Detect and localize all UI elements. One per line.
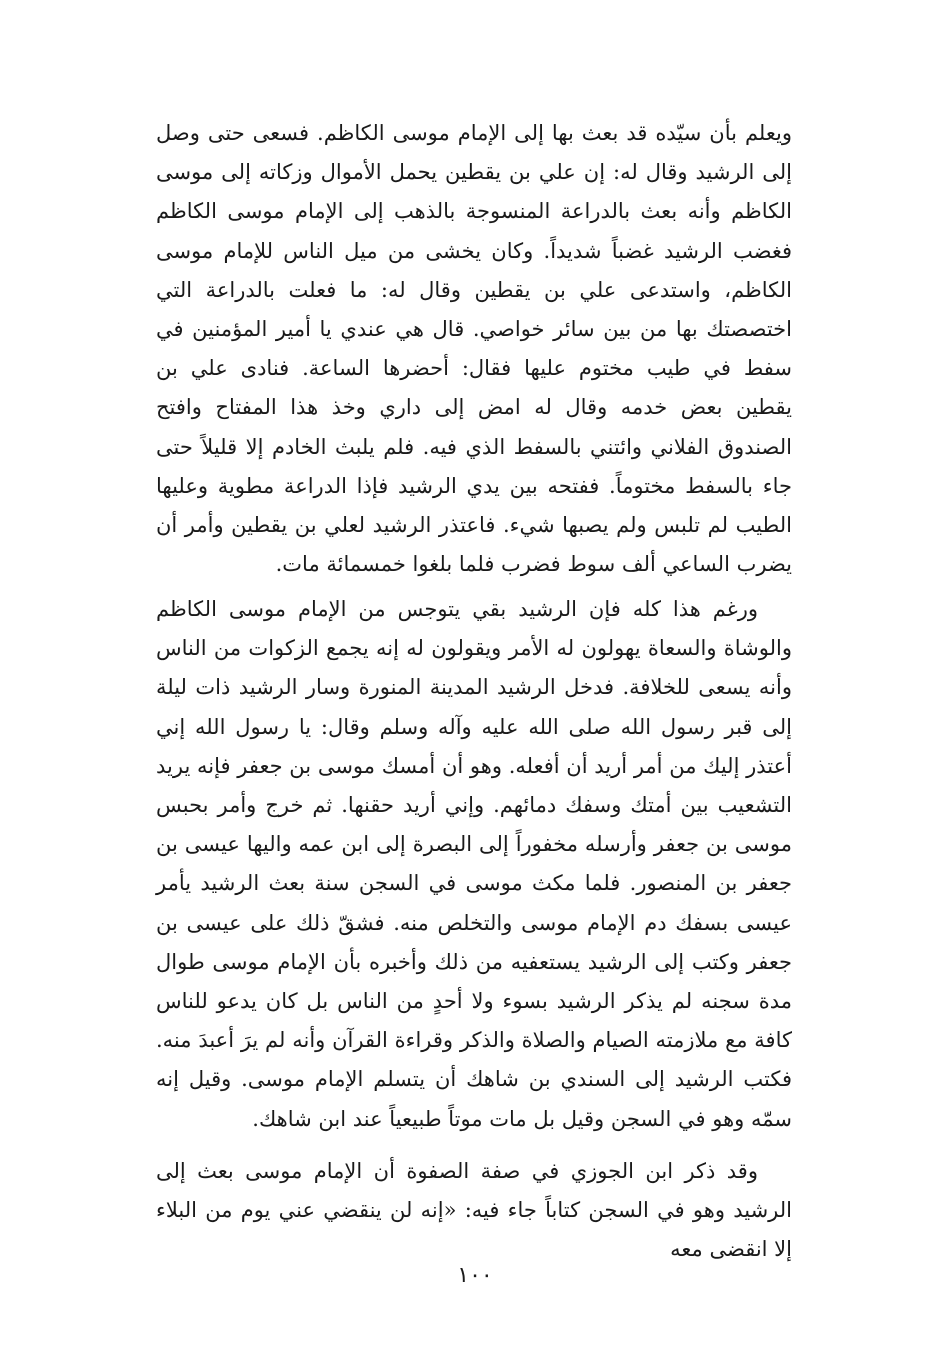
paragraph-rashid-ali-bin-yaqtin: ويعلم بأن سيّده قد بعث بها إلى الإمام موسى الكاظم. فسعى حتى وصل إلى الرشيد وقال له: إن علي بن يقطين يحمل الأموال وزكاته إلى موسى الكاظم وأنه بعث بالدراعة المنسوجة بالذهب إلى الإمام موسى الكاظم فغضب الرشيد غضباً شديداً. وكان يخشى من ميل الناس للإمام موسى الكاظم، واستدعى علي بن يقطين وقال له: ما فعلت بالدراعة التي اختصصتك بها من بين سائر خواصي. قال هي عندي يا أمير المؤمنين في سفط في طيب مختوم عليها فقال: أحضرها الساعة. فنادى علي بن يقطين بعض خدمه وقال له امض إلى داري وخذ هذا المفتاح وافتح الصندوق الفلاني وائتني بالسفط الذي فيه. فلم يلبث الخادم إلا قليلاً حتى جاء بالسفط مختوماً. ففتحه بين يدي الرشيد فإذا الدراعة مطوية وعليها الطيب لم تلبس ولم يصبها شيء. فاعتذر الرشيد لعلي بن يقطين وأمر أن يضرب الساعي ألف سوط فضرب فلما بلغوا خمسمائة مات.	[156, 121, 792, 577]
page-number: ١٠٠	[457, 1263, 493, 1288]
paragraph-ibn-al-jawzi-letter: وقد ذكر ابن الجوزي في صفة الصفوة أن الإمام موسى بعث إلى الرشيد وهو في السجن كتاباً جاء فيه: «إنه لن ينقضي عني يوم من البلاء إلا انقضى معه	[156, 1159, 792, 1262]
paragraph-imprisonment-of-musa: ورغم هذا كله فإن الرشيد بقي يتوجس من الإمام موسى الكاظم والوشاة والسعاة يهولون له الأمر ويقولون له إنه يجمع الزكوات من الناس وأنه يسعى للخلافة. فدخل الرشيد المدينة المنورة وسار الرشيد ذات ليلة إلى قبر رسول الله صلى الله عليه وآله وسلم وقال: يا رسول الله إني أعتذر إليك من أمر أريد أن أفعله. وهو أن أمسك موسى بن جعفر فإنه يريد التشعيب بين أمتك وسفك دمائهم. وإني أريد حقنها. ثم خرج وأمر بحبس موسى بن جعفر وأرسله مخفوراً إلى البصرة إلى ابن عمه واليها عيسى بن جعفر بن المنصور. فلما مكث موسى في السجن سنة بعث الرشيد يأمر عيسى بسفك دم الإمام موسى والتخلص منه. فشقّ ذلك على عيسى بن جعفر وكتب إلى الرشيد يستعفيه من ذلك وأخبره بأن الإمام موسى طوال مدة سجنه لم يذكر الرشيد بسوء ولا أحدٍ من الناس بل كان يدعو للناس كافة مع ملازمته الصيام والصلاة والذكر وقراءة القرآن وأنه لم يرَ أعبدَ منه. فكتب الرشيد إلى السندي بن شاهك أن يتسلم الإمام موسى. وقيل إنه سمّه وهو في السجن وقيل بل مات موتاً طبيعياً عند ابن شاهك.	[156, 597, 792, 1131]
